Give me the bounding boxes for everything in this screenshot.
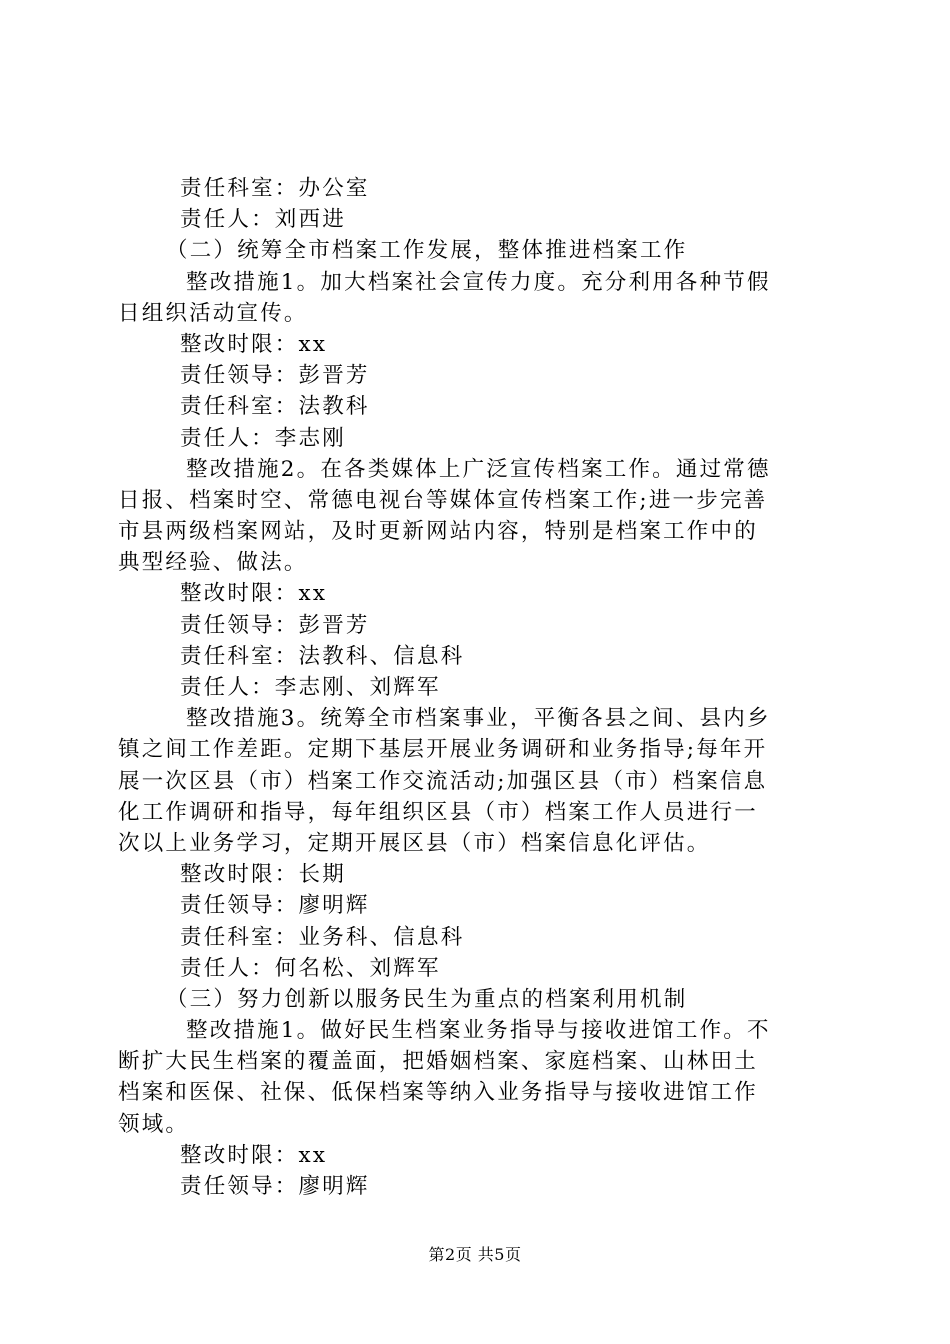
text-line-cont: 市县两级档案网站，及时更新网站内容，特别是档案工作中的 [118,519,758,545]
text-line-cont: 日组织活动宣传。 [118,300,308,326]
text-line-cont: 典型经验、做法。 [118,550,308,576]
text-line-field: 责任人：李志刚、刘辉军 [180,675,441,700]
text-line-cont: 镇之间工作差距。定期下基层开展业务调研和业务指导;每年开 [118,737,768,763]
text-line-field: 责任人：李志刚 [180,425,346,451]
text-line-cont: 日报、档案时空、常德电视台等媒体宣传档案工作;进一步完善 [118,487,768,513]
text-line-cont: 次以上业务学习，定期开展区县（市）档案信息化评估。 [118,830,711,856]
text-line-field: 责任领导：彭晋芳 [180,363,370,389]
text-line-field: 责任领导：廖明辉 [180,893,370,919]
text-line-cont: 展一次区县（市）档案工作交流活动;加强区县（市）档案信息 [118,768,768,794]
text-line-measure: 整改措施1。做好民生档案业务指导与接收进馆工作。不 [186,1018,771,1044]
text-line-field: 责任科室：法教科、信息科 [180,643,465,669]
text-line-cont: 断扩大民生档案的覆盖面，把婚姻档案、家庭档案、山林田土 [118,1049,758,1075]
text-line-section: （二）统筹全市档案工作发展，整体推进档案工作 [166,238,688,264]
text-line-field: 责任人：何名松、刘辉军 [180,955,441,981]
text-line-field: 责任科室：业务科、信息科 [180,924,465,950]
text-line-field: 责任领导：彭晋芳 [180,612,370,638]
text-line-measure: 整改措施1。加大档案社会宣传力度。充分利用各种节假 [186,269,771,295]
text-line-field: 整改时限：长期 [180,862,346,888]
text-line-field: 整改时限：xx [180,581,328,607]
text-line-cont: 领域。 [118,1111,190,1137]
text-line-measure: 整改措施3。统筹全市档案事业，平衡各县之间、县内乡 [186,706,771,732]
text-line-field: 整改时限：xx [180,1142,328,1168]
text-line-field: 责任科室：办公室 [180,176,370,201]
text-line-field: 责任人：刘西进 [180,207,346,233]
text-line-field: 整改时限：xx [180,331,328,357]
document-body [118,173,838,1202]
text-line-section: （三）努力创新以服务民生为重点的档案利用机制 [166,986,688,1012]
text-line-field: 责任科室：法教科 [180,394,370,420]
page-footer: 第2页 共5页 [428,1245,522,1264]
text-line-field: 责任领导：廖明辉 [180,1174,370,1199]
text-line-measure: 整改措施2。在各类媒体上广泛宣传档案工作。通过常德 [186,456,771,482]
text-line-cont: 化工作调研和指导，每年组织区县（市）档案工作人员进行一 [118,799,758,825]
text-line-cont: 档案和医保、社保、低保档案等纳入业务指导与接收进馆工作 [118,1080,758,1106]
